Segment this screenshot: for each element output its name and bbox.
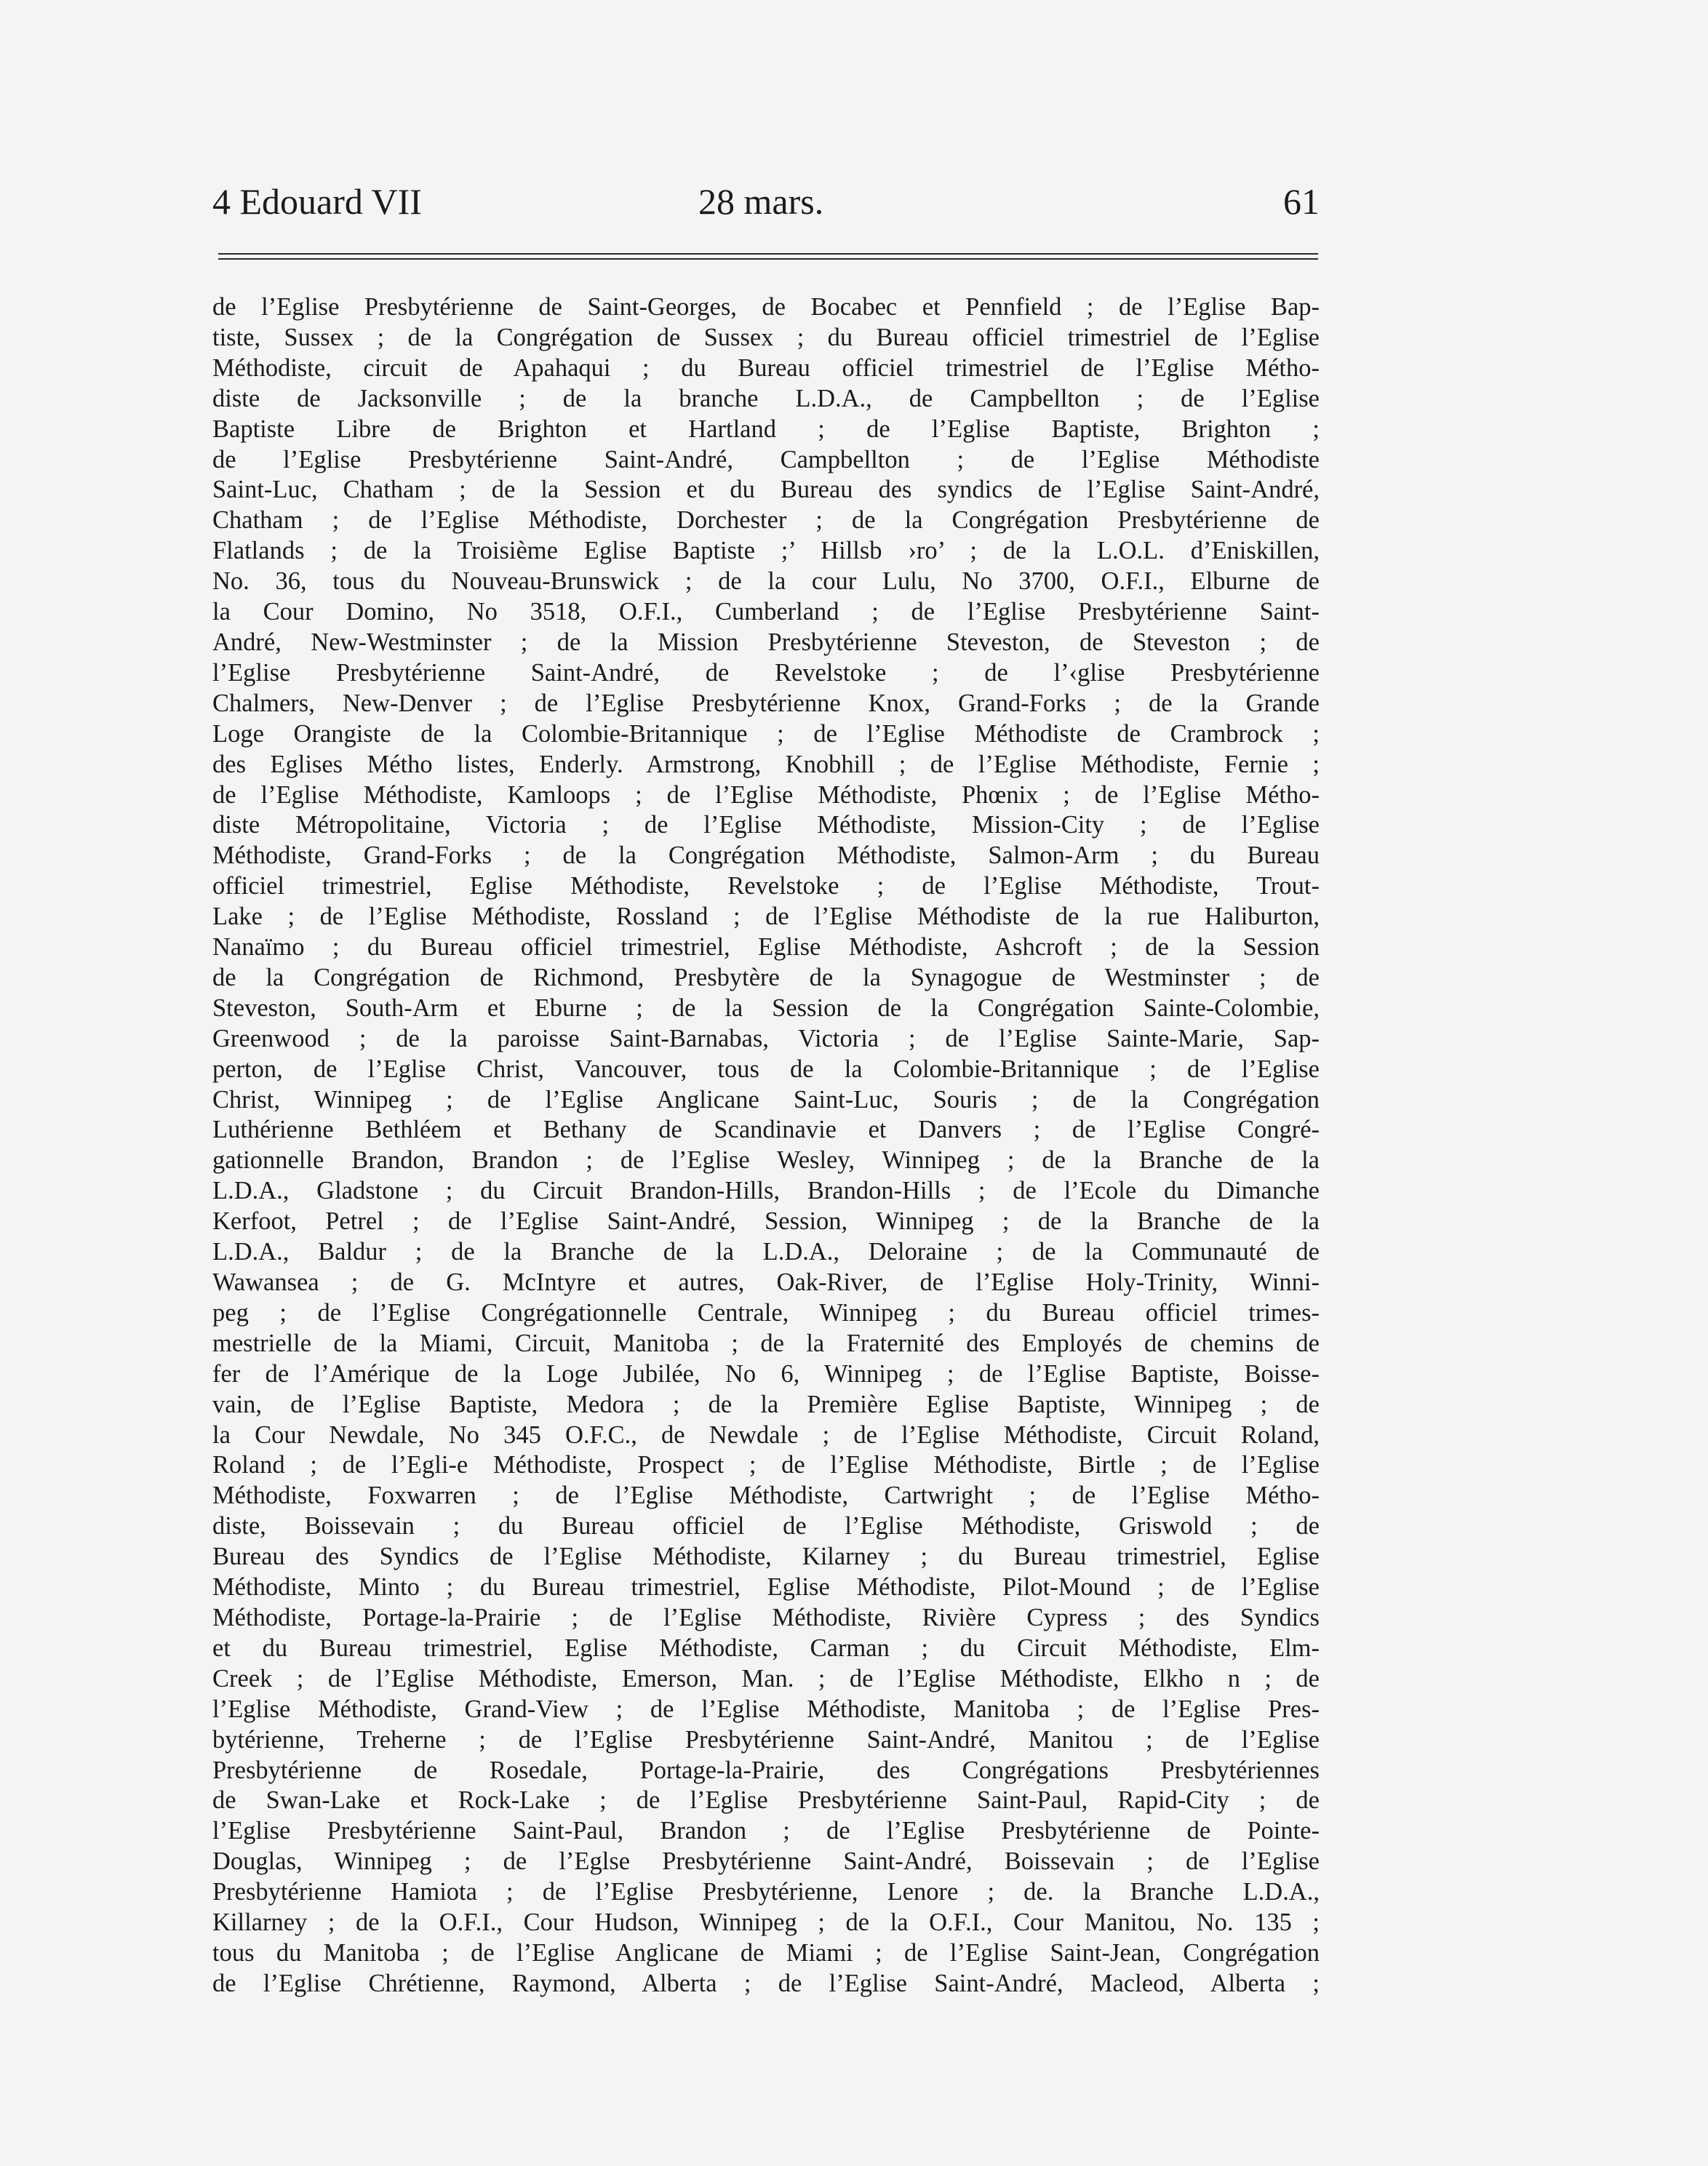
text-line: Méthodiste, circuit de Apahaqui ; du Bureau officiel trimestriel de l’Eglise Métho- xyxy=(212,353,1320,382)
text-line: l’Eglise Méthodiste, Grand-View ; de l’Eglise Méthodiste, Manitoba ; de l’Eglise Pres- xyxy=(212,1695,1320,1723)
text-line: Greenwood ; de la paroisse Saint-Barnabas, Victoria ; de l’Eglise Sainte-Marie, Sap- xyxy=(212,1024,1320,1052)
text-line: peg ; de l’Eglise Congrégationnelle Centrale, Winnipeg ; du Bureau officiel trimes- xyxy=(212,1298,1320,1327)
text-line: diste de Jacksonville ; de la branche L.D.A., de Campbellton ; de l’Eglise xyxy=(212,384,1320,412)
text-line: de l’Eglise Presbytérienne Saint-André, Campbellton ; de l’Eglise Méthodiste xyxy=(212,445,1320,473)
text-line: gationnelle Brandon, Brandon ; de l’Eglise Wesley, Winnipeg ; de la Branche de la xyxy=(212,1146,1320,1175)
text-line: Loge Orangiste de la Colombie-Britannique ; de l’Eglise Méthodiste de Crambrock ; xyxy=(212,719,1320,748)
text-line: mestrielle de la Miami, Circuit, Manitoba ; de la Fraternité des Employés de chemins de xyxy=(212,1329,1320,1357)
text-line: de la Congrégation de Richmond, Presbytère de la Synagogue de Westminster ; de xyxy=(212,963,1320,991)
text-line: l’Eglise Presbytérienne Saint-Paul, Brandon ; de l’Eglise Presbytérienne de Pointe- xyxy=(212,1817,1320,1845)
text-line: de l’Eglise Méthodiste, Kamloops ; de l’Eglise Méthodiste, Phœnix ; de l’Eglise Métho- xyxy=(212,780,1320,809)
text-line: L.D.A., Baldur ; de la Branche de la L.D.A., Deloraine ; de la Communauté de xyxy=(212,1238,1320,1266)
text-line: et du Bureau trimestriel, Eglise Méthodiste, Carman ; du Circuit Méthodiste, Elm- xyxy=(212,1634,1320,1662)
body-text xyxy=(212,292,1320,1999)
text-line: Presbytérienne de Rosedale, Portage-la-Prairie, des Congrégations Presbytériennes xyxy=(212,1756,1320,1784)
text-line: André, New-Westminster ; de la Mission Presbytérienne Steveston, de Steveston ; de xyxy=(212,628,1320,656)
text-line: Bureau des Syndics de l’Eglise Méthodiste, Kilarney ; du Bureau trimestriel, Eglise xyxy=(212,1543,1320,1571)
text-line: diste, Boissevain ; du Bureau officiel de l’Eglise Méthodiste, Griswold ; de xyxy=(212,1512,1320,1540)
text-line: Saint-Luc, Chatham ; de la Session et du Bureau des syndics de l’Eglise Saint-André, xyxy=(212,476,1320,504)
text-line: de l’Eglise Presbytérienne de Saint-Georges, de Bocabec et Pennfield ; de l’Eglise Bap- xyxy=(212,293,1320,321)
text-line: tous du Manitoba ; de l’Eglise Anglicane de Miami ; de l’Eglise Saint-Jean, Congrégation xyxy=(212,1938,1320,1967)
text-line: L.D.A., Gladstone ; du Circuit Brandon-Hills, Brandon-Hills ; de l’Ecole du Dimanche xyxy=(212,1177,1320,1205)
text-line: diste Métropolitaine, Victoria ; de l’Eglise Méthodiste, Mission-City ; de l’Eglise xyxy=(212,811,1320,839)
text-line: fer de l’Amérique de la Loge Jubilée, No 6, Winnipeg ; de l’Eglise Baptiste, Boisse- xyxy=(212,1359,1320,1388)
text-line: Chatham ; de l’Eglise Méthodiste, Dorchester ; de la Congrégation Presbytérienne de xyxy=(212,506,1320,535)
text-line: Christ, Winnipeg ; de l’Eglise Anglicane Saint-Luc, Souris ; de la Congrégation xyxy=(212,1085,1320,1114)
running-header xyxy=(212,176,1320,227)
text-line: Nanaïmo ; du Bureau officiel trimestriel, Eglise Méthodiste, Ashcroft ; de la Session xyxy=(212,933,1320,962)
text-line: Luthérienne Bethléem et Bethany de Scandinavie et Danvers ; de l’Eglise Congré- xyxy=(212,1116,1320,1144)
text-line: perton, de l’Eglise Christ, Vancouver, tous de la Colombie-Britannique ; de l’Eglise xyxy=(212,1055,1320,1083)
text-line: Méthodiste, Grand-Forks ; de la Congrégation Méthodiste, Salmon-Arm ; du Bureau xyxy=(212,842,1320,870)
header-date: 28 mars. xyxy=(698,181,824,222)
text-line: Creek ; de l’Eglise Méthodiste, Emerson, Man. ; de l’Eglise Méthodiste, Elkho n ; de xyxy=(212,1664,1320,1693)
text-line: Flatlands ; de la Troisième Eglise Baptiste ;’ Hillsb ›ro’ ; de la L.O.L. d’Eniskillen, xyxy=(212,537,1320,565)
text-line: Lake ; de l’Eglise Méthodiste, Rossland ; de l’Eglise Méthodiste de la rue Haliburton, xyxy=(212,903,1320,931)
text-line: la Cour Domino, No 3518, O.F.I., Cumberland ; de l’Eglise Presbytérienne Saint- xyxy=(212,598,1320,626)
text-line: Roland ; de l’Egli-e Méthodiste, Prospect ; de l’Eglise Méthodiste, Birtle ; de l’Eglise xyxy=(212,1451,1320,1479)
text-line: Kerfoot, Petrel ; de l’Eglise Saint-André, Session, Winnipeg ; de la Branche de la xyxy=(212,1207,1320,1236)
text-line: la Cour Newdale, No 345 O.F.C., de Newdale ; de l’Eglise Méthodiste, Circuit Roland, xyxy=(212,1420,1320,1449)
text-line: officiel trimestriel, Eglise Méthodiste, Revelstoke ; de l’Eglise Méthodiste, Trout- xyxy=(212,872,1320,900)
text-line: Killarney ; de la O.F.I., Cour Hudson, Winnipeg ; de la O.F.I., Cour Manitou, No. 135 ; xyxy=(212,1909,1320,1937)
text-line: No. 36, tous du Nouveau-Brunswick ; de la cour Lulu, No 3700, O.F.I., Elburne de xyxy=(212,567,1320,596)
text-line: Méthodiste, Portage-la-Prairie ; de l’Eglise Méthodiste, Rivière Cypress ; des Syndics xyxy=(212,1603,1320,1631)
text-line: l’Eglise Presbytérienne Saint-André, de Revelstoke ; de l’‹glise Presbytérienne xyxy=(212,658,1320,687)
text-line: Presbytérienne Hamiota ; de l’Eglise Presbytérienne, Lenore ; de. la Branche L.D.A., xyxy=(212,1878,1320,1906)
text-line: Méthodiste, Foxwarren ; de l’Eglise Méthodiste, Cartwright ; de l’Eglise Métho- xyxy=(212,1482,1320,1510)
text-line: Douglas, Winnipeg ; de l’Eglse Presbytérienne Saint-André, Boissevain ; de l’Eglise xyxy=(212,1847,1320,1876)
text-line: vain, de l’Eglise Baptiste, Medora ; de la Première Eglise Baptiste, Winnipeg ; de xyxy=(212,1390,1320,1418)
text-line: Chalmers, New-Denver ; de l’Eglise Presbytérienne Knox, Grand-Forks ; de la Grande xyxy=(212,689,1320,717)
text-line: des Eglises Métho listes, Enderly. Armstrong, Knobhill ; de l’Eglise Méthodiste, Fernie ; xyxy=(212,750,1320,778)
text-line: de Swan-Lake et Rock-Lake ; de l’Eglise Presbytérienne Saint-Paul, Rapid-City ; de xyxy=(212,1786,1320,1815)
page-number: 61 xyxy=(1283,181,1320,222)
text-line: Wawansea ; de G. McIntyre et autres, Oak-River, de l’Eglise Holy-Trinity, Winni- xyxy=(212,1268,1320,1296)
text-line: Baptiste Libre de Brighton et Hartland ; de l’Eglise Baptiste, Brighton ; xyxy=(212,415,1320,443)
text-line: tiste, Sussex ; de la Congrégation de Sussex ; du Bureau officiel trimestriel de l’Eglise xyxy=(212,323,1320,351)
text-line: bytérienne, Treherne ; de l’Eglise Presbytérienne Saint-André, Manitou ; de l’Eglise xyxy=(212,1725,1320,1754)
text-line: Méthodiste, Minto ; du Bureau trimestriel, Eglise Méthodiste, Pilot-Mound ; de l’Eglise xyxy=(212,1573,1320,1602)
text-line: de l’Eglise Chrétienne, Raymond, Alberta ; de l’Eglise Saint-André, Macleod, Alberta ; xyxy=(212,1969,1320,1997)
header-rule xyxy=(218,253,1318,260)
text-line: Steveston, South-Arm et Eburne ; de la Session de la Congrégation Sainte-Colombie, xyxy=(212,994,1320,1022)
header-volume: 4 Edouard VII xyxy=(212,181,422,222)
